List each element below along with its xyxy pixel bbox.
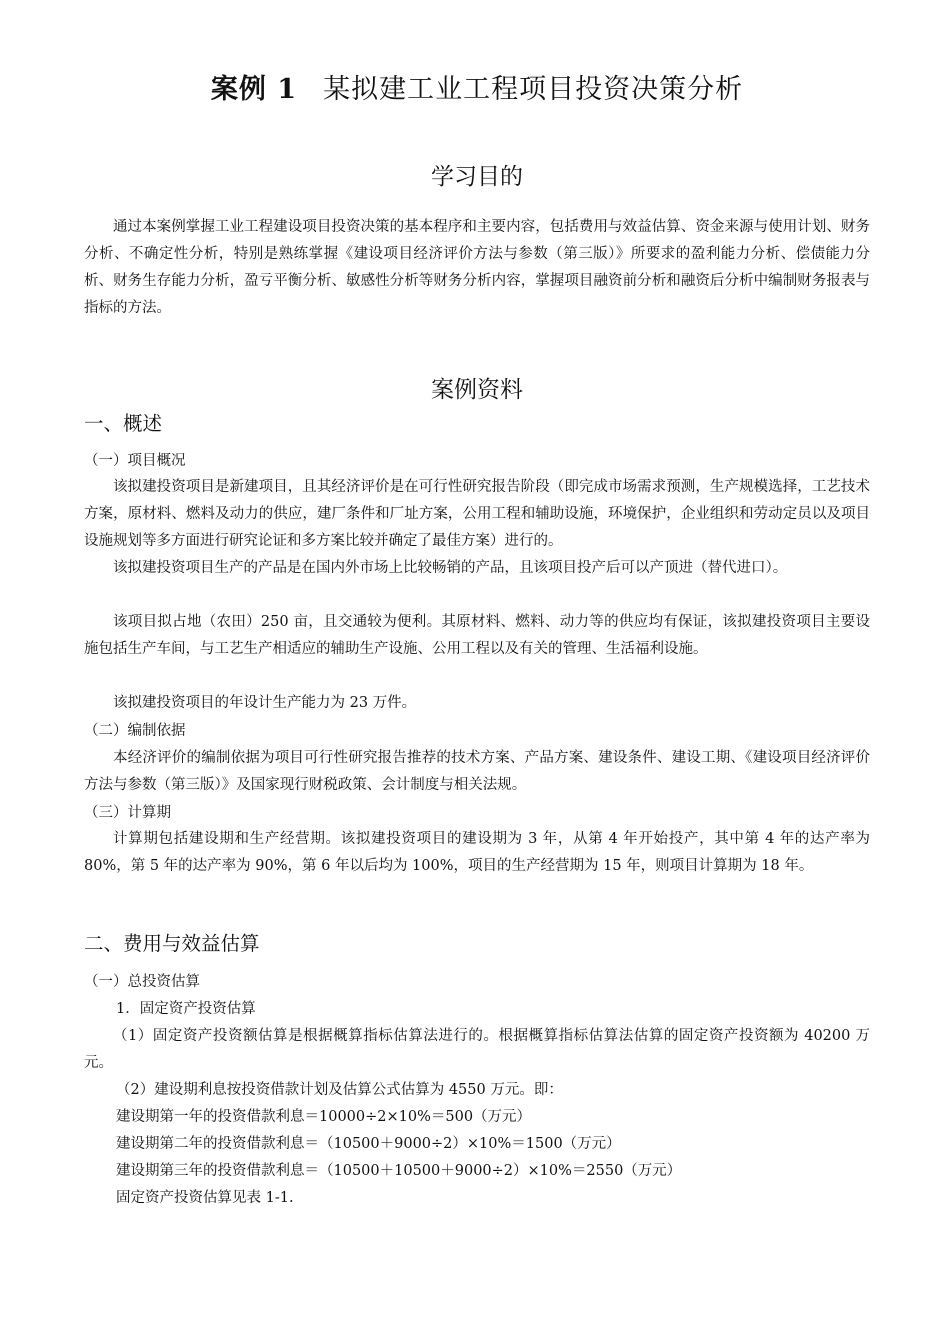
learning-goals-paragraph: 通过本案例掌握工业工程建设项目投资决策的基本程序和主要内容，包括费用与效益估算、资金来源与使用计划、财务分析、不确定性分析，特别是熟练掌握《建设项目经济评价方法与参数（第三版）》所要求的盈利能力分析、偿债能力分析、财务生存能力分析，盈亏平衡分析、敏感性分析等财务分析内容，掌握项目融资前分析和融资后分析中编制财务报表与指标的方法。 [84,219,870,316]
project-overview-paragraph-4: 该拟建投资项目的年设计生产能力为 23 万件。 [113,695,417,711]
project-overview-paragraph-3: 该项目拟占地（农田）250 亩，且交通较为便利。其原材料、燃料、动力等的供应均有保证，该拟建投资项目主要设施包括生产车间，与工艺生产相适应的辅助生产设施、公用工程以及有关的管理、生活福利设施。 [84,614,870,657]
heading-total-investment: （一）总投资估算 [84,974,200,990]
table-reference: 固定资产投资估算见表 1-1. [116,1190,294,1206]
heading-learning-goals: 学习目的 [431,164,523,190]
heading-calculation-period: （三）计算期 [84,805,171,821]
interest-year-1: 建设期第一年的投资借款利息＝10000÷2×10%＝500（万元） [116,1109,532,1125]
heading-overview: 一、概述 [84,412,163,435]
heading-cost-benefit-estimation: 二、费用与效益估算 [84,932,260,955]
heading-project-overview: （一）项目概况 [84,453,186,469]
heading-case-material: 案例资料 [431,377,523,403]
calculation-period-paragraph: 计算期包括建设期和生产经营期。该拟建投资项目的建设期为 3 年，从第 4 年开始投产，其中第 4 年的达产率为 80%，第 5 年的达产率为 90%，第 6 年以后均为 100%，项目的生产经营期为 15 年，则项目计算期为 18 年。 [84,831,870,874]
subheading-fixed-asset-investment: 1．固定资产投资估算 [116,1001,256,1017]
fixed-asset-paragraph-1: （1）固定资产投资额估算是根据概算指标估算法进行的。根据概算指标估算法估算的固定资产投资额为 40200 万元。 [84,1028,870,1071]
document-title [84,70,870,110]
heading-compilation-basis: （二）编制依据 [84,723,186,739]
interest-year-2: 建设期第二年的投资借款利息＝（10500＋9000÷2）×10%＝1500（万元） [116,1136,621,1152]
interest-year-3: 建设期第三年的投资借款利息＝（10500＋10500＋9000÷2）×10%＝2550（万元） [116,1163,682,1179]
project-overview-paragraph-2: 该拟建投资项目生产的产品是在国内外市场上比较畅销的产品，且该项目投产后可以产顶进（替代进口）。 [113,560,788,576]
case-title-text: 某拟建工业工程项目投资决策分析 [323,74,744,105]
fixed-asset-paragraph-2: （2）建设期利息按投资借款计划及估算公式估算为 4550 万元。即： [116,1082,563,1098]
case-number: 案例 1 [210,74,298,105]
project-overview-paragraph-1: 该拟建投资项目是新建项目，且其经济评价是在可行性研究报告阶段（即完成市场需求预测，生产规模选择，工艺技术方案，原材料、燃料及动力的供应，建厂条件和厂址方案，公用工程和辅助设施，环境保护，企业组织和劳动定员以及项目设施规划等多方面进行研究论证和多方案比较并确定了最佳方案）进行的。 [84,479,870,549]
compilation-basis-paragraph: 本经济评价的编制依据为项目可行性研究报告推荐的技术方案、产品方案、建设条件、建设工期、《建设项目经济评价方法与参数（第三版）》及国家现行财税政策、会计制度与相关法规。 [84,750,870,793]
